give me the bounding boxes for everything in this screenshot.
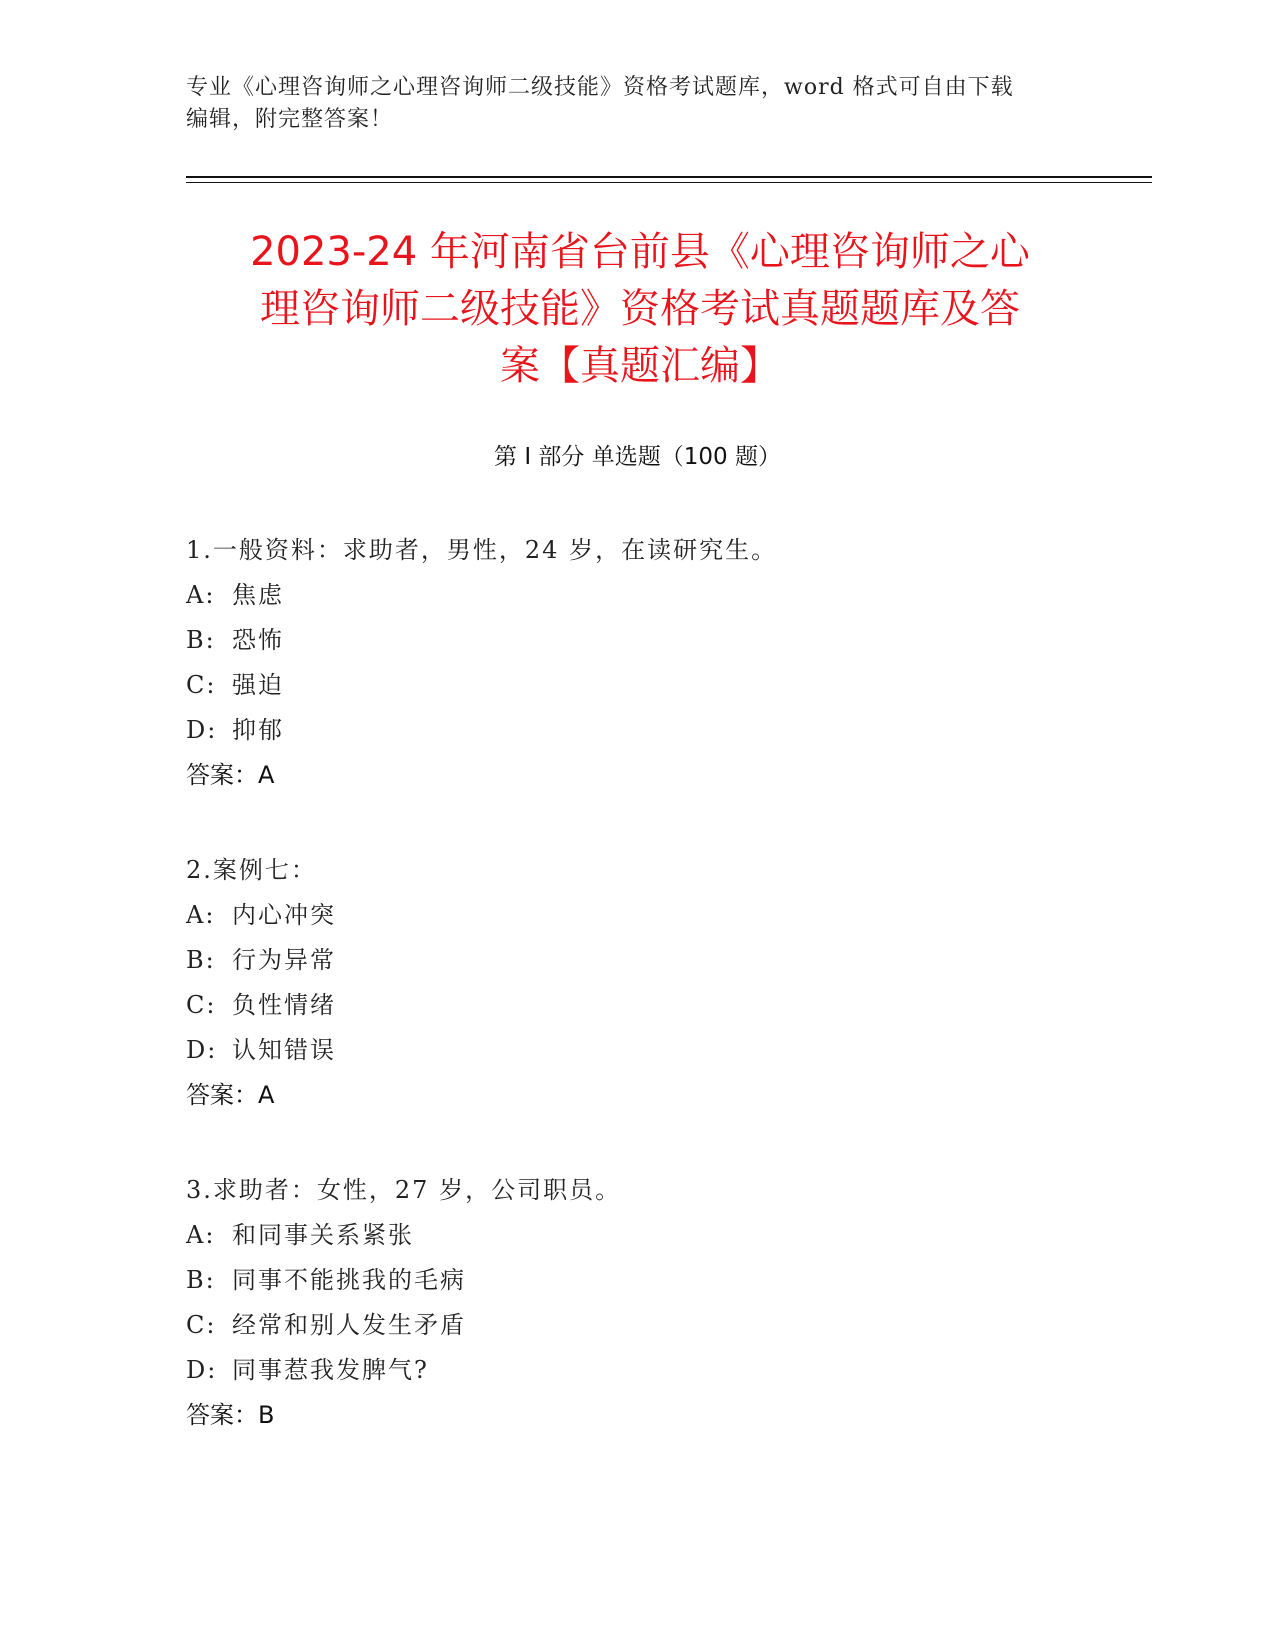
title-line-1: 2023-24 年河南省台前县《心理咨询师之心 bbox=[250, 229, 1030, 275]
option-c bbox=[186, 663, 1086, 708]
option-text: 恐怖 bbox=[232, 626, 284, 654]
option-letter: C: bbox=[186, 1311, 217, 1339]
option-text: 强迫 bbox=[232, 671, 284, 699]
option-letter: C: bbox=[186, 671, 217, 699]
answer-line: 答案：A bbox=[186, 1081, 275, 1109]
question-3 bbox=[186, 1168, 1086, 1488]
title-line-3: 案【真题汇编】 bbox=[500, 343, 780, 389]
option-letter: D: bbox=[186, 1036, 218, 1064]
title-line-2: 理咨询师二级技能》资格考试真题题库及答 bbox=[260, 286, 1020, 332]
option-text: 负性情绪 bbox=[232, 991, 336, 1019]
option-letter: B: bbox=[186, 946, 216, 974]
question-list bbox=[186, 528, 1086, 1488]
question-2 bbox=[186, 848, 1086, 1168]
option-text: 和同事关系紧张 bbox=[232, 1221, 414, 1249]
option-text: 同事不能挑我的毛病 bbox=[232, 1266, 466, 1294]
option-letter: A: bbox=[186, 581, 216, 609]
header-note-line-1: 专业《心理咨询师之心理咨询师二级技能》资格考试题库，word 格式可自由下载 bbox=[186, 75, 1014, 100]
answer-line: 答案：A bbox=[186, 761, 275, 789]
option-d bbox=[186, 708, 1086, 753]
header-divider-thin bbox=[186, 182, 1152, 183]
option-text: 认知错误 bbox=[232, 1036, 336, 1064]
option-text: 经常和别人发生矛盾 bbox=[232, 1311, 466, 1339]
option-b bbox=[186, 1258, 1086, 1303]
option-letter: C: bbox=[186, 991, 217, 1019]
question-stem: 2.案例七： bbox=[186, 856, 317, 884]
option-text: 焦虑 bbox=[232, 581, 284, 609]
header-note-line-2: 编辑，附完整答案！ bbox=[186, 107, 394, 132]
question-stem: 3.求助者：女性，27 岁，公司职员。 bbox=[186, 1176, 622, 1204]
option-a bbox=[186, 893, 1086, 938]
question-stem: 1.一般资料：求助者，男性，24 岁，在读研究生。 bbox=[186, 536, 778, 564]
header-note bbox=[186, 72, 1076, 136]
option-a bbox=[186, 573, 1086, 618]
option-text: 同事惹我发脾气? bbox=[232, 1356, 429, 1384]
section-heading: 第 I 部分 单选题（100 题） bbox=[494, 444, 781, 470]
option-b bbox=[186, 938, 1086, 983]
option-text: 内心冲突 bbox=[232, 901, 336, 929]
option-letter: A: bbox=[186, 901, 216, 929]
option-b bbox=[186, 618, 1086, 663]
option-d bbox=[186, 1028, 1086, 1073]
option-letter: D: bbox=[186, 1356, 218, 1384]
option-text: 行为异常 bbox=[232, 946, 336, 974]
option-letter: A: bbox=[186, 1221, 216, 1249]
option-letter: B: bbox=[186, 1266, 216, 1294]
document-title bbox=[190, 224, 1090, 395]
option-letter: D: bbox=[186, 716, 218, 744]
option-text: 抑郁 bbox=[232, 716, 284, 744]
option-letter: B: bbox=[186, 626, 216, 654]
option-d bbox=[186, 1348, 1086, 1393]
option-c bbox=[186, 983, 1086, 1028]
answer-line: 答案：B bbox=[186, 1401, 275, 1429]
option-c bbox=[186, 1303, 1086, 1348]
question-1 bbox=[186, 528, 1086, 848]
header-divider-thick bbox=[186, 176, 1152, 178]
option-a bbox=[186, 1213, 1086, 1258]
